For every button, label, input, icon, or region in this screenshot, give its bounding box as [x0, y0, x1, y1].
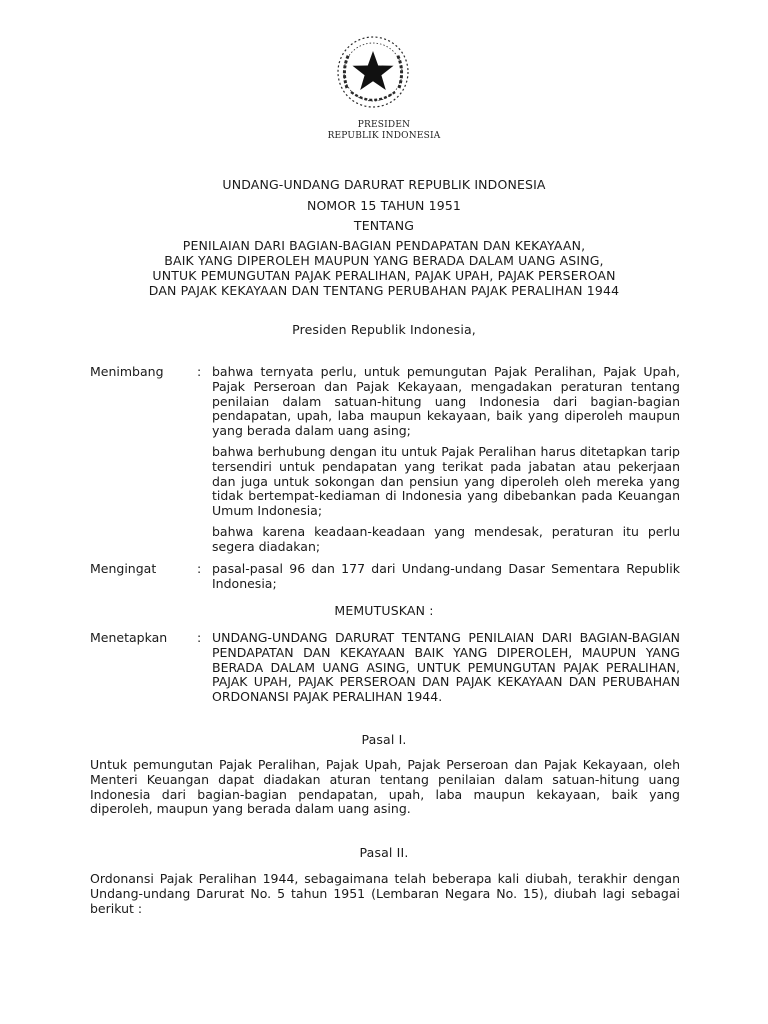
- subject-line-1: PENILAIAN DARI BAGIAN-BAGIAN PENDAPATAN DAN KEKAYAAN,: [182, 238, 586, 253]
- mengingat-body: [212, 562, 680, 598]
- pasal-2-text: Ordonansi Pajak Peralihan 1944, sebagaimana telah beberapa kali diubah, terakhir dengan Undang-undang Darurat No. 5 tahun 1951 (Lembaran Negara No. 15), diubah lagi sebagai berikut :: [90, 871, 680, 916]
- title-line-2: NOMOR 15 TAHUN 1951: [306, 198, 462, 213]
- title-line-1: UNDANG-UNDANG DARURAT REPUBLIK INDONESIA: [222, 177, 546, 192]
- header-president-label: PRESIDEN: [357, 120, 411, 130]
- garuda-star-emblem-icon: [333, 34, 413, 112]
- subject-line-4: DAN PAJAK KEKAYAAN DAN TENTANG PERUBAHAN PAJAK PERALIHAN 1944: [148, 283, 620, 298]
- pasal-2-heading: Pasal II.: [359, 845, 409, 860]
- mengingat-text: pasal-pasal 96 dan 177 dari Undang-undang Dasar Sementara Republik Indonesia;: [212, 561, 680, 591]
- menimbang-body: [212, 365, 680, 561]
- menetapkan-colon: :: [197, 630, 202, 645]
- menetapkan-text: UNDANG-UNDANG DARURAT TENTANG PENILAIAN DARI BAGIAN-BAGIAN PENDAPATAN DAN KEKAYAAN BAIK YANG DIPEROLEH, MAUPUN YANG BERADA DALAM UANG ASING, UNTUK PEMUNGUTAN PAJAK PERALIHAN, PAJAK UPAH, PAJAK PERSEROAN DAN PAJAK KEKAYAAN DAN PERUBAHAN ORDONANSI PAJAK PERALIHAN 1944.: [212, 630, 680, 705]
- menetapkan-body: [212, 631, 680, 711]
- mengingat-colon: :: [197, 561, 202, 576]
- menetapkan-label: Menetapkan: [90, 630, 168, 645]
- subject-line-3: UNTUK PEMUNGUTAN PAJAK PERALIHAN, PAJAK UPAH, PAJAK PERSEROAN: [152, 268, 616, 283]
- title-line-3: TENTANG: [353, 218, 415, 233]
- menimbang-paragraph-3: bahwa karena keadaan-keadaan yang mendesak, peraturan itu perlu segera diadakan;: [212, 523, 680, 554]
- pasal-1-text: Untuk pemungutan Pajak Peralihan, Pajak Upah, Pajak Perseroan dan Pajak Kekayaan, oleh Menteri Keuangan dapat diadakan aturan tentang penilaian dalam satuan-hitung uang Indonesia dari bagian-bagian pendapatan, upah, laba maupun kekayaan, baik yang diperoleh, maupun yang berada dalam uang asing.: [90, 757, 680, 817]
- subject-line-2: BAIK YANG DIPEROLEH MAUPUN YANG BERADA DALAM UANG ASING,: [164, 253, 604, 268]
- preamble: Presiden Republik Indonesia,: [292, 322, 476, 337]
- menimbang-colon: :: [197, 364, 202, 379]
- menimbang-label: Menimbang: [90, 364, 164, 379]
- memutuskan-heading: MEMUTUSKAN :: [334, 603, 434, 618]
- pasal-1-heading: Pasal I.: [361, 732, 407, 747]
- header-republic-label: REPUBLIK INDONESIA: [327, 131, 441, 141]
- mengingat-label: Mengingat: [90, 561, 157, 576]
- menimbang-paragraph-1: bahwa ternyata perlu, untuk pemungutan Pajak Peralihan, Pajak Upah, Pajak Perseroan dan Pajak Kekayaan, mengadakan peraturan tentang penilaian dalam satuan-hitung uang Indonesia dari bagian-bagian pendapatan, upah, laba maupun kekayaan, baik yang diperoleh maupun yang berada dalam uang asing;: [212, 364, 680, 439]
- menimbang-paragraph-2: bahwa berhubung dengan itu untuk Pajak Peralihan harus ditetapkan tarip tersendiri untuk pendapatan yang terikat pada jabatan atau pekerjaan dan juga untuk sokongan dan pensiun yang diperoleh oleh mereka yang tidak bertempat-kediaman di Indonesia yang dibebankan pada Keuangan Umum Indonesia;: [212, 443, 680, 519]
